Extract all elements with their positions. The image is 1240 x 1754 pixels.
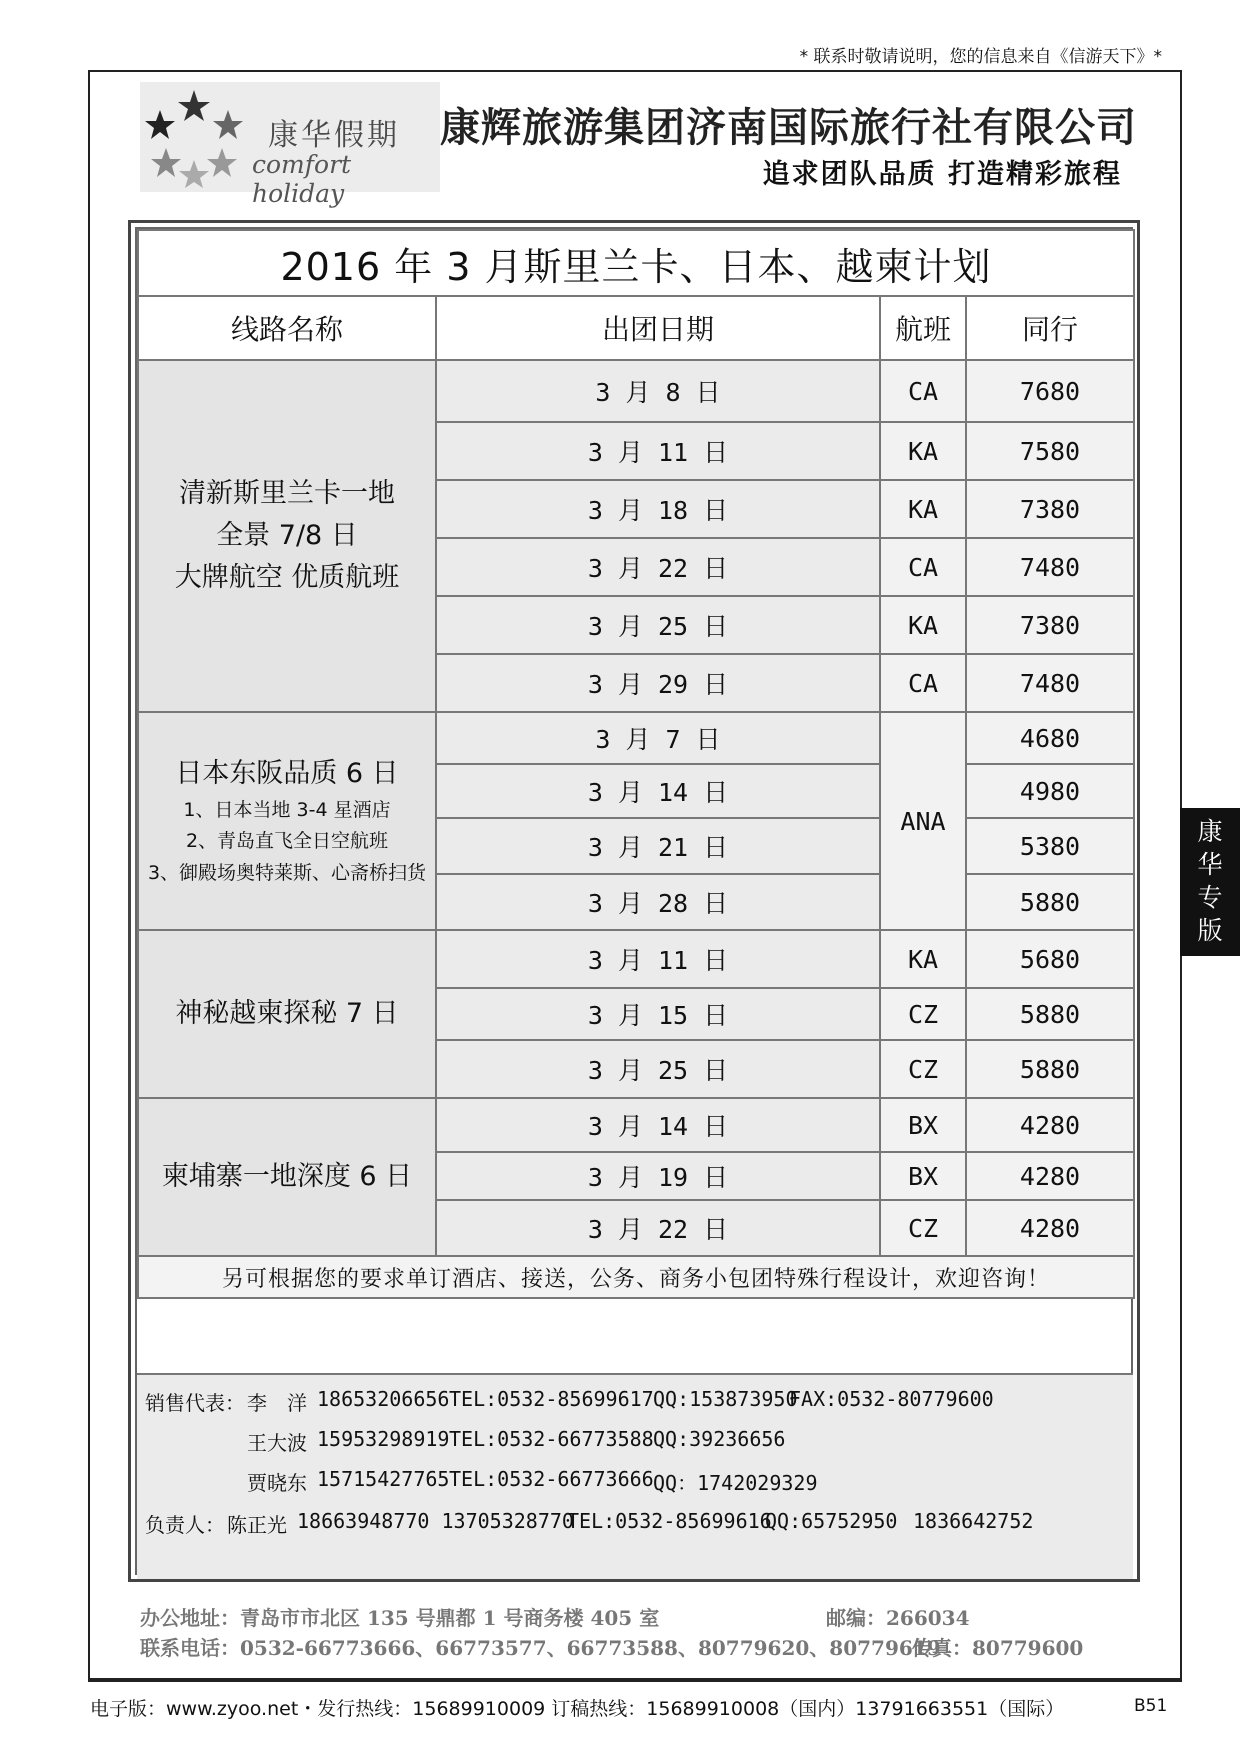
trade-price: 5380 — [966, 818, 1134, 874]
departure-date: 3 月 11 日 — [436, 930, 880, 988]
rep-name: 李 洋 — [247, 1391, 307, 1415]
side-tab-char: 华 — [1197, 850, 1223, 879]
rep-qq: QQ:39236656 — [653, 1427, 786, 1451]
rep-mobile: 15715427765 — [317, 1467, 450, 1491]
departure-date: 3 月 14 日 — [436, 764, 880, 818]
trade-price: 7680 — [966, 360, 1134, 422]
route-name-cell — [138, 1098, 436, 1256]
departure-date: 3 月 14 日 — [436, 1098, 880, 1152]
table-title: 2016 年 3 月斯里兰卡、日本、越柬计划 — [138, 230, 1134, 296]
trade-price: 5680 — [966, 930, 1134, 988]
trade-price: 7480 — [966, 538, 1134, 596]
departure-date: 3 月 29 日 — [436, 654, 880, 712]
route-name-line: 大牌航空 优质航班 — [174, 561, 400, 593]
rep-mobile: 18653206656 — [317, 1387, 450, 1411]
logo — [140, 82, 440, 208]
flight-code: BX — [880, 1098, 966, 1152]
departure-date: 3 月 7 日 — [436, 712, 880, 764]
side-tab-char: 版 — [1197, 916, 1223, 945]
departure-date: 3 月 28 日 — [436, 874, 880, 930]
trade-price: 7380 — [966, 480, 1134, 538]
trade-price: 7480 — [966, 654, 1134, 712]
flight-code: KA — [880, 930, 966, 988]
office-address: 办公地址：青岛市市北区 135 号鼎都 1 号商务楼 405 室 — [140, 1606, 660, 1630]
stars-ring-icon — [144, 88, 244, 188]
departure-date: 3 月 8 日 — [436, 360, 880, 422]
rep-fax: FAX:0532-80779600 — [789, 1387, 994, 1411]
departure-date: 3 月 25 日 — [436, 596, 880, 654]
route-name-line: 神秘越柬探秘 7 日 — [175, 998, 399, 1030]
flight-code: CA — [880, 654, 966, 712]
contacts-block — [137, 1373, 1133, 1579]
route-name-line: 柬埔寨一地深度 6 日 — [161, 1161, 413, 1193]
flight-code: CA — [880, 538, 966, 596]
column-header-date: 出团日期 — [436, 296, 880, 360]
trade-price: 4680 — [966, 712, 1134, 764]
flight-code: KA — [880, 480, 966, 538]
departure-date: 3 月 25 日 — [436, 1040, 880, 1098]
column-header-flight: 航班 — [880, 296, 966, 360]
departure-date: 3 月 15 日 — [436, 988, 880, 1040]
column-header-route: 线路名称 — [138, 296, 436, 360]
manager-name: 陈正光 — [227, 1513, 287, 1537]
side-tab — [1180, 808, 1240, 956]
trade-price: 7380 — [966, 596, 1134, 654]
table-row — [138, 930, 1134, 988]
trade-price: 5880 — [966, 1040, 1134, 1098]
trade-price: 5880 — [966, 874, 1134, 930]
route-feature-line: 1、日本当地 3-4 星酒店 — [183, 798, 391, 821]
rep-name: 贾晓东 — [247, 1471, 307, 1495]
column-header-price: 同行 — [966, 296, 1134, 360]
flight-code: KA — [880, 422, 966, 480]
table-row — [138, 1098, 1134, 1152]
departure-date: 3 月 18 日 — [436, 480, 880, 538]
sales-label: 销售代表： — [145, 1391, 245, 1415]
rep-qq: QQ：1742029329 — [653, 1471, 818, 1495]
trade-price: 4280 — [966, 1098, 1134, 1152]
route-name-cell — [138, 930, 436, 1098]
manager-qq: QQ:65752950 — [765, 1509, 898, 1533]
rep-tel: TEL:0532-66773666 — [449, 1467, 654, 1491]
flight-code: CZ — [880, 988, 966, 1040]
manager-label: 负责人： — [145, 1513, 225, 1537]
office-postcode: 邮编：266034 — [826, 1606, 970, 1630]
schedule-panel — [128, 220, 1140, 1582]
schedule-table — [137, 229, 1135, 1299]
trade-price: 4280 — [966, 1152, 1134, 1200]
trade-price: 4980 — [966, 764, 1134, 818]
trade-price: 4280 — [966, 1200, 1134, 1256]
office-fax: 传真：80779600 — [912, 1636, 1084, 1660]
departure-date: 3 月 11 日 — [436, 422, 880, 480]
table-row — [138, 360, 1134, 422]
route-name-line: 日本东阪品质 6 日 — [175, 758, 399, 790]
route-name-cell — [138, 360, 436, 712]
flight-code: CZ — [880, 1040, 966, 1098]
manager-extra: 1836642752 — [913, 1509, 1034, 1533]
flight-code: ANA — [880, 712, 966, 930]
slogan: 追求团队品质 打造精彩旅程 — [762, 159, 1122, 190]
departure-date: 3 月 21 日 — [436, 818, 880, 874]
flight-code: CA — [880, 360, 966, 422]
rep-tel: TEL:0532-85699617 — [449, 1387, 654, 1411]
departure-date: 3 月 19 日 — [436, 1152, 880, 1200]
manager-mobiles: 18663948770 13705328770 — [297, 1509, 574, 1533]
flight-code: KA — [880, 596, 966, 654]
flight-code: CZ — [880, 1200, 966, 1256]
departure-date: 3 月 22 日 — [436, 538, 880, 596]
table-row — [138, 712, 1134, 764]
rep-mobile: 15953298919 — [317, 1427, 450, 1451]
footer-rule — [88, 1680, 1182, 1682]
logo-chinese-text: 康华假期 — [268, 118, 400, 153]
company-name: 康辉旅游集团济南国际旅行社有限公司 — [440, 104, 1137, 151]
footer-text: 电子版：www.zyoo.net・发行热线：15689910009 订稿热线：15689910008（国内）13791663551（国际） — [90, 1698, 1065, 1720]
departure-date: 3 月 22 日 — [436, 1200, 880, 1256]
route-name-cell — [138, 712, 436, 930]
office-phones: 联系电话：0532-66773666、66773577、66773588、80779620、80779619 — [140, 1636, 941, 1660]
rep-tel: TEL:0532-66773588 — [449, 1427, 654, 1451]
trade-price: 7580 — [966, 422, 1134, 480]
manager-tel: TEL:0532-85699616 — [567, 1509, 772, 1533]
flight-code: BX — [880, 1152, 966, 1200]
route-name-line: 清新斯里兰卡一地 — [179, 478, 395, 510]
source-note: * 联系时敬请说明，您的信息来自《信游天下》* — [799, 47, 1162, 67]
booking-note: 另可根据您的要求单订酒店、接送，公务、商务小包团特殊行程设计，欢迎咨询！ — [138, 1256, 1134, 1298]
note-row — [138, 1256, 1134, 1298]
rep-qq: QQ:153873950 — [653, 1387, 798, 1411]
page-number: B51 — [1134, 1696, 1168, 1716]
route-name-line: 全景 7/8 日 — [216, 520, 358, 552]
side-tab-char: 康 — [1197, 817, 1223, 846]
trade-price: 5880 — [966, 988, 1134, 1040]
route-feature-line: 3、御殿场奥特莱斯、心斋桥扫货 — [147, 861, 427, 884]
route-feature-line: 2、青岛直飞全日空航班 — [185, 830, 389, 853]
side-tab-char: 专 — [1197, 883, 1223, 912]
rep-name: 王大波 — [247, 1431, 307, 1455]
logo-english-text: comfort holiday — [252, 150, 352, 208]
